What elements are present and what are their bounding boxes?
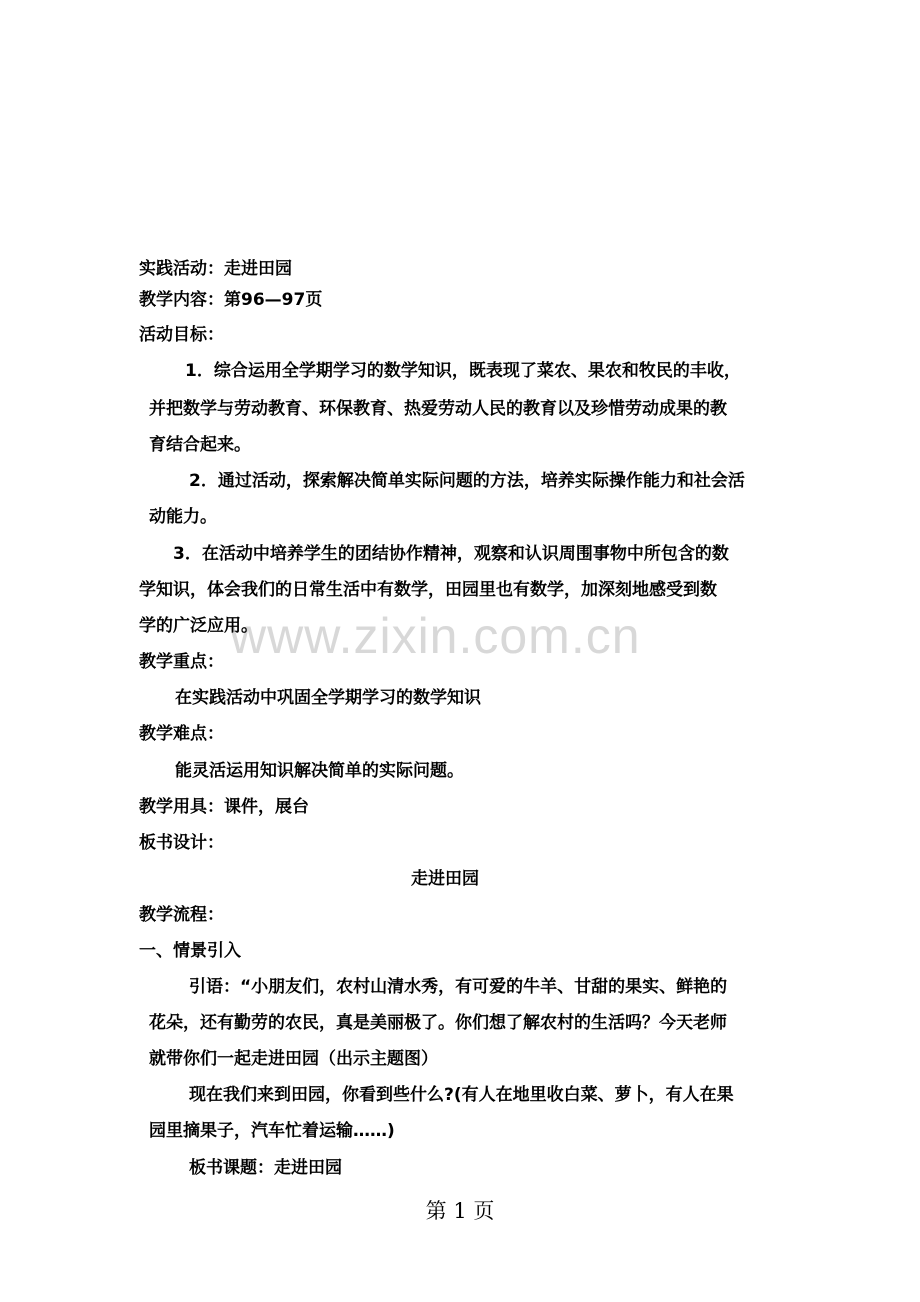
goal-3-line-2: 学知识，体会我们的日常生活中有数学，田园里也有数学，加深刻地感受到数 <box>139 580 717 600</box>
heading-key-points: 教学重点： <box>139 652 224 672</box>
heading-difficulties: 教学难点： <box>139 724 224 744</box>
board-topic: 板书课题：走进田园 <box>189 1158 342 1178</box>
section-1-heading: 一、情景引入 <box>139 941 241 961</box>
intro-line-2: 花朵，还有勤劳的农民，真是美丽极了。你们想了解农村的生活吗？今天老师 <box>149 1013 727 1033</box>
goal-2-line-1: 2．通过活动，探索解决简单实际问题的方法，培养实际操作能力和社会活 <box>189 471 745 491</box>
heading-process: 教学流程： <box>139 905 224 925</box>
page-number: 第 1 页 <box>425 1199 495 1223</box>
board-title: 走进田园 <box>411 869 479 889</box>
goal-1-line-2: 并把数学与劳动教育、环保教育、热爱劳动人民的教育以及珍惜劳动成果的教 <box>149 399 727 419</box>
watermark: www.zixin.com.cn <box>230 608 641 664</box>
teaching-tools: 教学用具：课件，展台 <box>139 797 309 817</box>
scene-line-2: 园里摘果子，汽车忙着运输……) <box>149 1121 395 1141</box>
goal-3-line-1: 3．在活动中培养学生的团结协作精神，观察和认识周围事物中所包含的数 <box>173 544 729 564</box>
goal-1-line-3: 育结合起来。 <box>149 435 251 455</box>
difficulties-text: 能灵活运用知识解决简单的实际问题。 <box>175 761 464 781</box>
goal-2-line-2: 动能力。 <box>149 507 217 527</box>
goal-1-line-1: 1．综合运用全学期学习的数学知识，既表现了菜农、果农和牧民的丰收， <box>185 361 741 381</box>
heading-board-design: 板书设计： <box>139 833 224 853</box>
heading-goals: 活动目标： <box>139 325 224 345</box>
key-points-text: 在实践活动中巩固全学期学习的数学知识 <box>175 688 481 708</box>
intro-line-1: 引语：“小朋友们，农村山清水秀，有可爱的牛羊、甘甜的果实、鲜艳的 <box>189 977 728 997</box>
goal-3-line-3: 学的广泛应用。 <box>139 616 258 636</box>
heading-activity: 实践活动：走进田园 <box>139 259 292 279</box>
scene-line-1: 现在我们来到田园，你看到些什么?(有人在地里收白菜、萝卜，有人在果 <box>189 1085 734 1105</box>
heading-content: 教学内容：第96—97页 <box>139 290 323 310</box>
intro-line-3: 就带你们一起走进田园（出示主题图） <box>149 1049 438 1069</box>
